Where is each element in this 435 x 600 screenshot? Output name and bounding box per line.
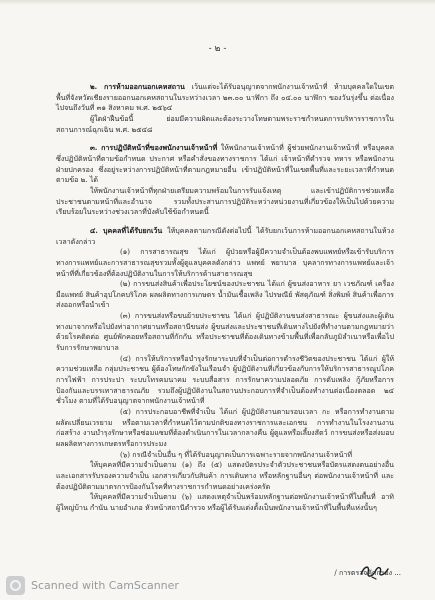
paragraph-p4-2 (56, 279, 394, 311)
paragraph-p2 (56, 82, 394, 114)
continuation-note: / การตรวจคัดกรอง ... (334, 569, 401, 577)
paragraph-p4 (56, 226, 394, 247)
paragraph-text: (๕) การประกอบอาชีพที่จำเป็น ได้แก่ ผู้ปฏิบัติงานตามรอบเวลา กะ หรือการทำงานตามผลัดเปลี่ยนเวรยาม หรือตามเวลาที่กำหนดไว้ตามปกติของทางราชการและเอกชน การทำงานในโรงงานงานก่อสร้าง งานบำรุงรักษาหรือซ่อมแซมที่ต้องดำเนินการในเวลากลางคืน ผู้ดูแลหรือเลี้ยงสัตว์ การขนส่งหรือส่งมอบผลผลิตทางการเกษตรหรือการประมง (56, 407, 394, 448)
paragraph-p4-5 (56, 407, 394, 450)
paragraph-text: เว้นแต่จะได้รับอนุญาตจากพนักงานเจ้าหน้าที่ ห้ามบุคคลใดในเขตพื้นที่จังหวัดเชียงรายออกนอกเคหสถานในระหว่างเวลา ๒๓.๐๐ นาฬิกา ถึง ๐๔.๐๐ นาฬิกา ของวันรุ่งขึ้น ต่อเนื่องไปจนถึงวันที่ ๓๑ สิงหาคม พ.ศ. ๒๕๖๔ (56, 82, 394, 113)
paragraph-p4-6 (56, 450, 394, 461)
paragraph-text: (๑) การสาธารณสุข ได้แก่ ผู้ป่วยหรือผู้มีความจำเป็นต้องพบแพทย์หรือเข้ารับบริการทางการแพทย์และการสาธารณสุขรวมทั้งผู้ดูแลบุคคลดังกล่าว แพทย์ พยาบาล บุคลากรทางการแพทย์และเจ้าหน้าที่ที่เกี่ยวข้องที่ต้องปฏิบัติงานในการให้บริการด้านสาธารณสุข (56, 247, 394, 278)
paragraph-heading: ๔. บุคคลที่ได้รับยกเว้น (90, 225, 163, 235)
paragraph-p4-1 (56, 247, 394, 279)
paragraph-heading: ๒. การห้ามออกนอกเคหสถาน (90, 82, 185, 91)
paragraph-text: (๓) การขนส่งหรือขนย้ายประชาชน ได้แก่ ผู้ปฏิบัติงานขนส่งสาธารณะ ผู้ขนส่งและผู้เดินทางมาจากหรือไปยังท่าอากาศยานหรือสถานีขนส่ง ผู้ขนส่งและประชาชนที่เดินทางไปยังที่ทำงานตามกฎหมายว่าด้วยโรคติดต่อ ศูนย์พักคอยหรือสถานที่กักกัน หรือประชาชนที่ต้องเดินทางข้ามพื้นที่เพื่อกลับภูมิลำเนาหรือเพื่อไปรับการรักษาพยาบาล (56, 311, 394, 353)
page-number: - ๒ - (208, 44, 227, 54)
scanner-watermark (6, 576, 179, 595)
paragraph-p2b (56, 114, 394, 135)
document-body (56, 82, 394, 514)
paragraph-text: ผู้ใดฝ่าฝืนข้อนี้ ย่อมมีความผิดและต้องระวางโทษตามพระราชกำหนดการบริหารราชการในสถานการณ์ฉุกเฉิน พ.ศ. ๒๕๔๘ (56, 113, 394, 134)
paragraph-text: ให้บุคคลตามกรณีดังต่อไปนี้ ได้รับยกเว้นการห้ามออกนอกเคหสถานในห้วงเวลาดังกล่าว (56, 225, 394, 246)
paragraph-p3 (56, 143, 394, 186)
paragraph-p4d (56, 492, 394, 513)
paragraph-text: (๖) กรณีจำเป็นอื่น ๆ ที่ได้รับอนุญาตเป็นการเฉพาะรายจากพนักงานเจ้าหน้าที่ (120, 449, 353, 459)
paragraph-text: ให้บุคคลที่มีความจำเป็นตาม (๖) แสดงเหตุจำเป็นพร้อมหลักฐานต่อพนักงานเจ้าหน้าที่ในพื้นที่ อาทิ ผู้ใหญ่บ้าน กำนัน นายอำเภอ หัวหน้าสถานีตำรวจ หรือผู้ได้รับแต่งตั้งเป็นพนักงานเจ้าหน้าที่ในพื้นที่แห่งนั้นๆ (56, 492, 394, 512)
paragraph-text: ให้พนักงานเจ้าหน้าที่ ผู้ช่วยพนักงานเจ้าหน้าที่ หรือบุคคลซึ่งปฏิบัติหน้าที่ตามข้อกำหนด ประกาศ หรือคำสั่งของทางราชการ ได้แก่ เจ้าหน้าที่ตำรวจ ทหาร หรือพนักงานฝ่ายปกครอง ซึ่งอยู่ระหว่างการปฏิบัติหน้าที่ตามกฎหมายอื่น เข้าปฏิบัติหน้าที่ในเขตพื้นที่และระยะเวลาที่กำหนดตามข้อ ๒. ได้ (56, 143, 394, 185)
paragraph-p4-4 (56, 354, 394, 407)
paragraph-p3b (56, 186, 394, 218)
paragraph-text: (๔) การให้บริการหรือบำรุงรักษาระบบที่จำเป็นต่อการดำรงชีวิตของประชาชน ได้แก่ ผู้ให้ความช่วยเหลือ กลุ่มประชาชน ผู้ต้องโทษกักขังในเรือนจำ ผู้ปฏิบัติงานที่เกี่ยวข้องกับการให้บริการสาธารณูปโภค การไฟฟ้า การประปา ระบบโทรคมนาคม ระบบสื่อสาร การรักษาความปลอดภัย การดับเพลิง กู้ภัยหรือการป้องกันและบรรเทาสาธารณภัย รวมถึงผู้ปฏิบัติงานในสถานประกอบการที่จำเป็นต้องทำงานต่อเนื่องตลอด ๒๔ ชั่วโมง ตามที่ได้รับอนุญาตจากพนักงานเจ้าหน้าที่ (56, 353, 394, 406)
paragraph-p4-3 (56, 311, 394, 354)
watermark-text: Scanned with CamScanner (31, 579, 179, 592)
camscanner-logo-icon (6, 576, 25, 595)
paragraph-text: ให้บุคคลที่มีความจำเป็นตาม (๑) ถึง (๕) แสดงบัตรประจำตัวประชาชนหรือบัตรแสดงตนอย่างอื่น และเอกสารรับรองความจำเป็น เอกสารเกี่ยวกับสินค้า การเดินทาง หรือหลักฐานอื่นๆ ต่อพนักงานเจ้าหน้าที่ และต้องปฏิบัติตามมาตรการป้องกันโรคที่ทางราชการกำหนดอย่างเคร่งครัด (56, 460, 394, 491)
paragraph-p4c (56, 460, 394, 492)
paragraph-text: ให้พนักงานเจ้าหน้าที่ทุกฝ่ายเตรียมความพร้อมในการรับแจ้งเหตุ และเข้าปฏิบัติการช่วยเหลือประชาชนตามหน้าที่และอำนาจ รวมทั้งประสานการปฏิบัติระหว่างหน่วยงานที่เกี่ยวข้องให้เป็นไปด้วยความเรียบร้อยในระหว่างช่วงเวลาที่บังคับใช้ข้อกำหนดนี้ (56, 185, 394, 217)
paragraph-heading: ๓. การปฏิบัติหน้าที่ของพนักงานเจ้าหน้าที่ (90, 143, 218, 153)
paragraph-text: (๒) การขนส่งสินค้าเพื่อประโยชน์ของประชาชน ได้แก่ ผู้ขนส่งอาหาร ยา เวชภัณฑ์ เครื่องมือแพทย์ สินค้าอุปโภคบริโภค ผลผลิตทางการเกษตร น้ำมันเชื้อเพลิง ไปรษณีย์ พัสดุภัณฑ์ สิ่งพิมพ์ สินค้าเพื่อการส่งออกหรือนำเข้า (56, 279, 394, 310)
scan-edge (0, 0, 435, 5)
